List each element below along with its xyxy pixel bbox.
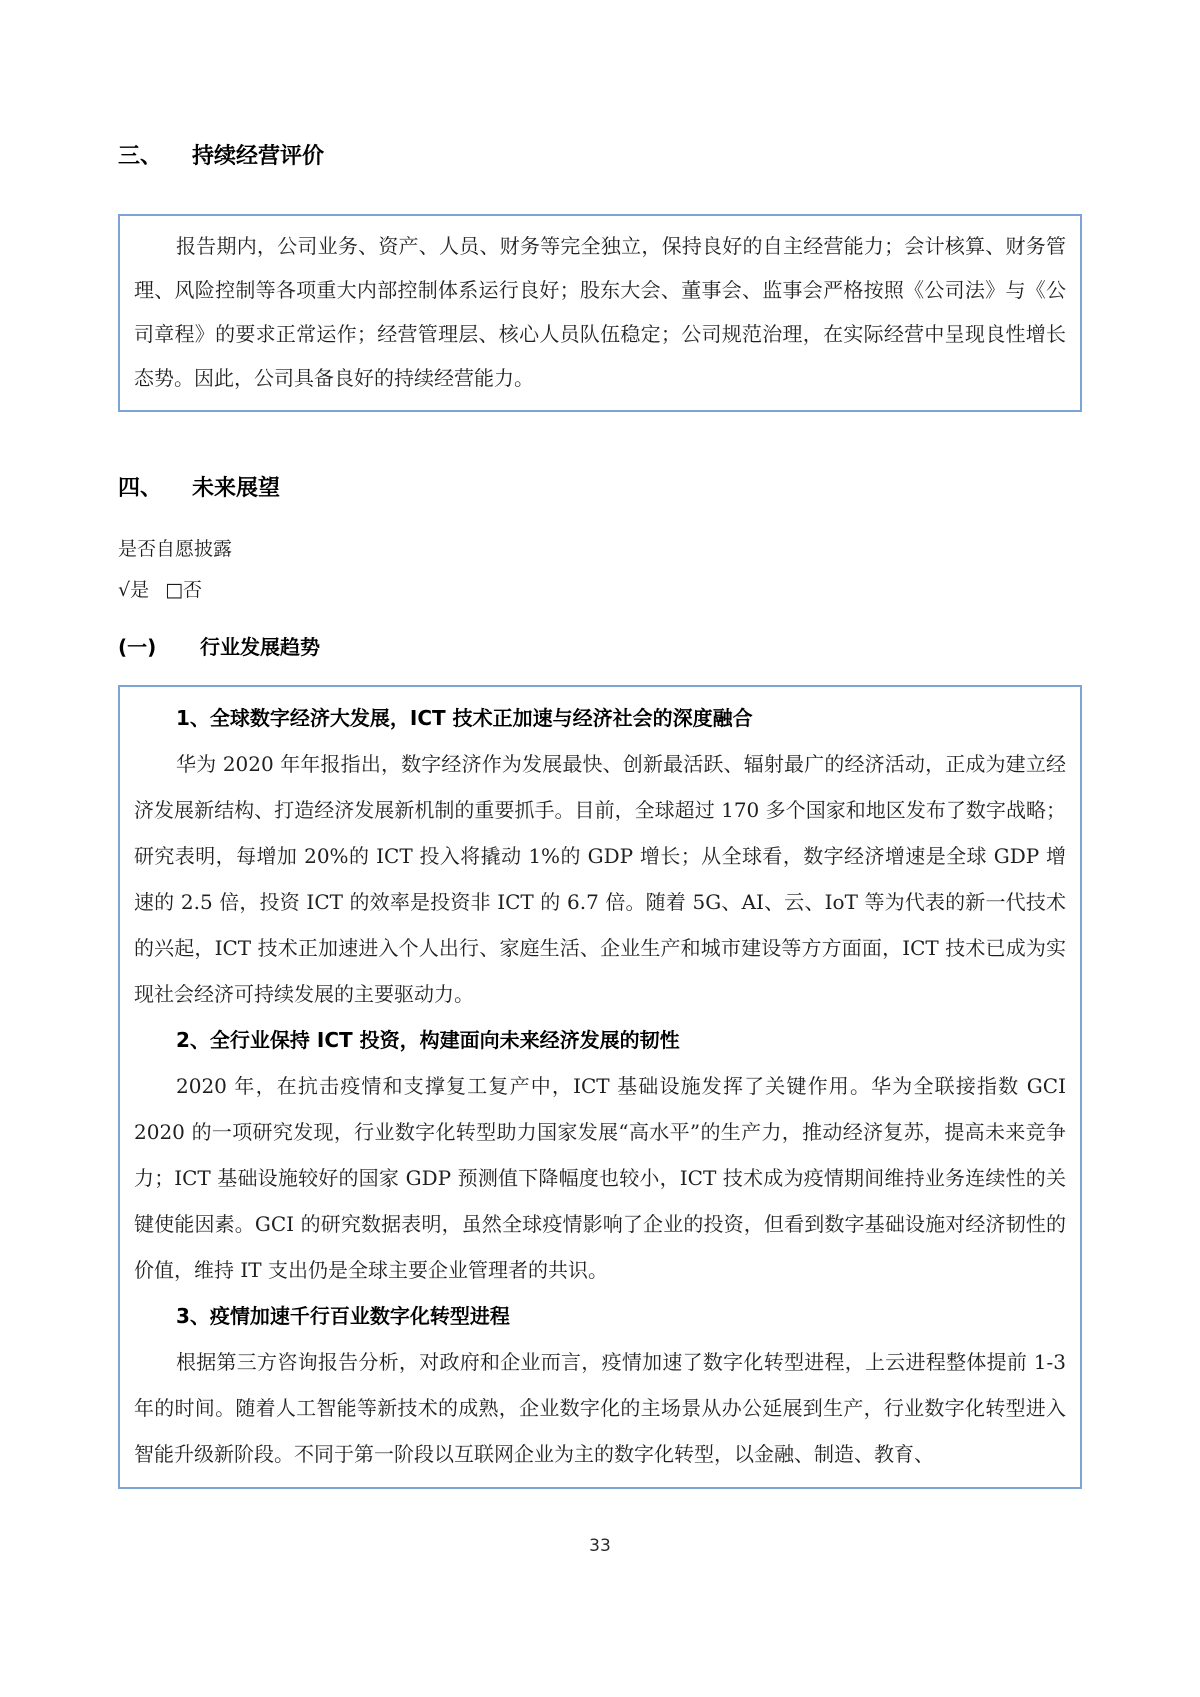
subsection-1-number: (一) <box>118 635 157 659</box>
disclosure-no-option: □否 <box>165 579 203 601</box>
disclosure-question: 是否自愿披露 <box>118 538 233 560</box>
subsection-1-heading <box>118 633 1082 661</box>
trend-1-heading: 1、全球数字经济大发展，ICT 技术正加速与经济社会的深度融合 <box>176 706 753 730</box>
disclosure-options <box>118 577 1082 603</box>
section-3-heading <box>118 142 1082 172</box>
trend-3-paragraph: 根据第三方咨询报告分析，对政府和企业而言，疫情加速了数字化转型进程，上云进程整体提前 1-3 年的时间。随着人工智能等新技术的成熟，企业数字化的主场景从办公延展到生产，行业数字化转型进入智能升级新阶段。不同于第一阶段以互联网企业为主的数字化转型，以金融、制造、教育、 <box>134 1350 1066 1466</box>
subsection-1-title: 行业发展趋势 <box>200 635 320 659</box>
section-4-heading <box>118 474 1082 504</box>
trend-2-heading: 2、全行业保持 ICT 投资，构建面向未来经济发展的韧性 <box>176 1028 680 1052</box>
section-4-title: 未来展望 <box>192 476 281 501</box>
trend-3-heading: 3、疫情加速千行百业数字化转型进程 <box>176 1304 510 1328</box>
industry-trends-box <box>118 685 1082 1489</box>
trend-2-paragraph: 2020 年，在抗击疫情和支撑复工复产中，ICT 基础设施发挥了关键作用。华为全联接指数 GCI 2020 的一项研究发现，行业数字化转型助力国家发展“高水平”的生产力，推动经济复苏，提高未来竞争力；ICT 基础设施较好的国家 GDP 预测值下降幅度也较小，ICT 技术成为疫情期间维持业务连续性的关键使能因素。GCI 的研究数据表明，虽然全球疫情影响了企业的投资，但看到数字基础设施对经济韧性的价值，维持 IT 支出仍是全球主要企业管理者的共识。 <box>134 1074 1066 1282</box>
section-4-number: 四、 <box>118 476 163 501</box>
trend-1-paragraph: 华为 2020 年年报指出，数字经济作为发展最快、创新最活跃、辐射最广的经济活动，正成为建立经济发展新结构、打造经济发展新机制的重要抓手。目前，全球超过 170 多个国家和地区发布了数字战略；研究表明，每增加 20%的 ICT 投入将撬动 1%的 GDP 增长；从全球看，数字经济增速是全球 GDP 增速的 2.5 倍，投资 ICT 的效率是投资非 ICT 的 6.7 倍。随着 5G、AI、云、IoT 等为代表的新一代技术的兴起，ICT 技术正加速进入个人出行、家庭生活、企业生产和城市建设等方方面面，ICT 技术已成为实现社会经济可持续发展的主要驱动力。 <box>134 752 1066 1006</box>
disclosure-yes-option: √是 <box>118 579 150 601</box>
section-3-number: 三、 <box>118 144 163 169</box>
going-concern-box <box>118 214 1082 412</box>
section-3-title: 持续经营评价 <box>192 144 325 169</box>
page-number: 33 <box>589 1536 611 1556</box>
going-concern-text: 报告期内，公司业务、资产、人员、财务等完全独立，保持良好的自主经营能力；会计核算、财务管理、风险控制等各项重大内部控制体系运行良好；股东大会、董事会、监事会严格按照《公司法》与《公司章程》的要求正常运作；经营管理层、核心人员队伍稳定；公司规范治理，在实际经营中呈现良性增长态势。因此，公司具备良好的持续经营能力。 <box>134 234 1066 390</box>
